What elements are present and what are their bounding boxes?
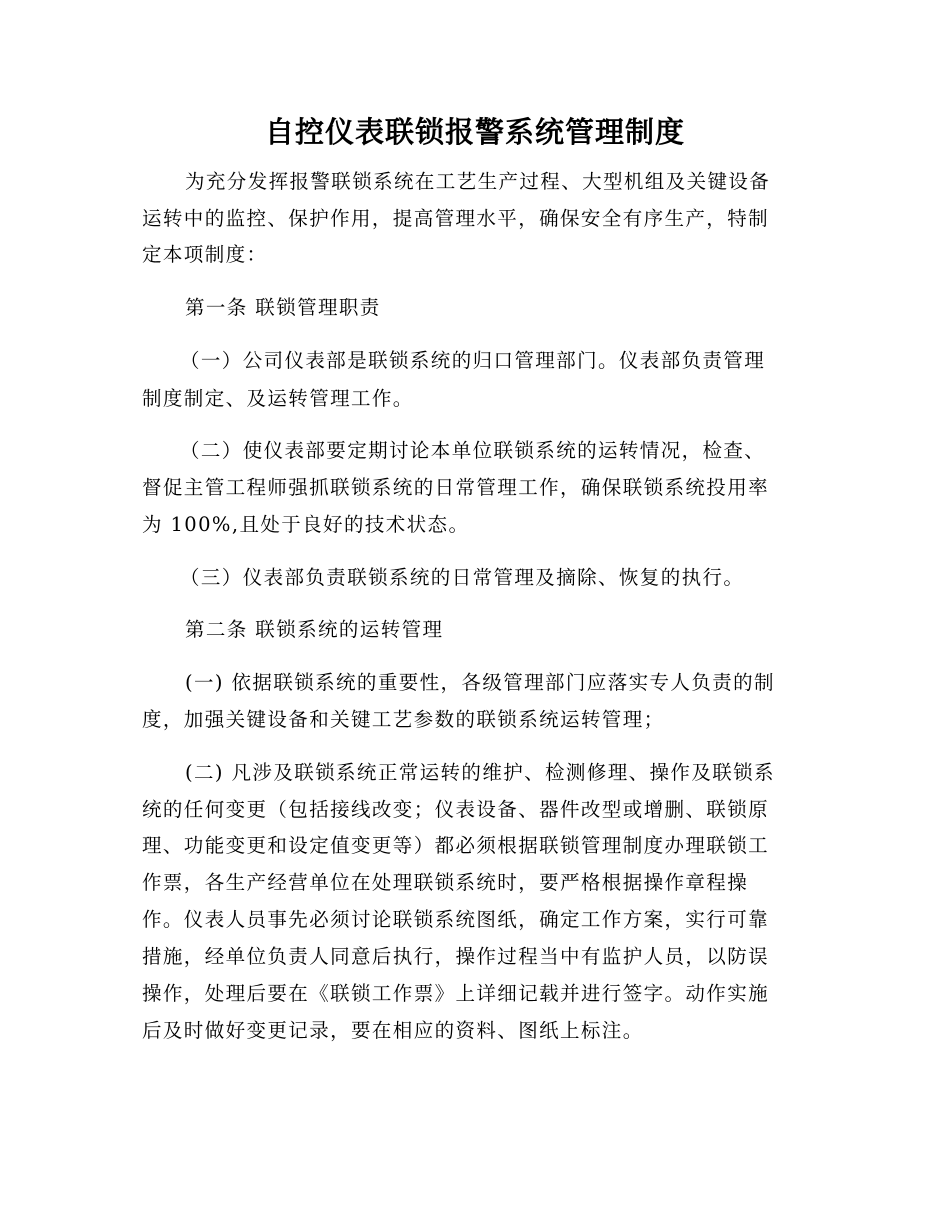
paragraph-line: 作票，各生产经营单位在处理联锁系统时，要严格根据操作章程操 — [142, 871, 749, 894]
paragraph-line: 作。仪表人员事先必须讨论联锁系统图纸，确定工作方案，实行可靠 — [142, 908, 770, 931]
paragraph-line: (二) 凡涉及联锁系统正常运转的维护、检测修理、操作及联锁系 — [185, 761, 775, 784]
section-heading: 第一条 联锁管理职责 — [185, 296, 381, 319]
paragraph-line: 为 100%,且处于良好的技术状态。 — [142, 513, 470, 536]
paragraph-line: 度，加强关键设备和关键工艺参数的联锁系统运转管理； — [142, 708, 665, 731]
paragraph-line: （一）公司仪表部是联锁系统的归口管理部门。仪表部负责管理 — [180, 349, 766, 372]
paragraph-line: 制度制定、及运转管理工作。 — [142, 387, 414, 410]
paragraph-line: 措施，经单位负责人同意后执行，操作过程当中有监护人员，以防误 — [142, 945, 770, 968]
document-title: 自控仪表联锁报警系统管理制度 — [264, 115, 685, 149]
paragraph-line: 督促主管工程师强抓联锁系统的日常管理工作，确保联锁系统投用率 — [142, 476, 770, 499]
paragraph-line: 统的任何变更（包括接线改变；仪表设备、器件改型或增删、联锁原 — [142, 798, 770, 821]
paragraph-line: （三）仪表部负责联锁系统的日常管理及摘除、恢复的执行。 — [180, 566, 745, 589]
paragraph-line: 定本项制度： — [142, 243, 268, 266]
paragraph-line: 运转中的监控、保护作用，提高管理水平，确保安全有序生产，特制 — [142, 207, 770, 230]
paragraph-line: 操作，处理后要在《联锁工作票》上详细记载并进行签字。动作实施 — [142, 982, 770, 1005]
paragraph-line: 理、功能变更和设定值变更等）都必须根据联锁管理制度办理联锁工 — [142, 834, 770, 857]
paragraph-line: 为充分发挥报警联锁系统在工艺生产过程、大型机组及关键设备 — [185, 170, 771, 193]
paragraph-line: 后及时做好变更记录，要在相应的资料、图纸上标注。 — [142, 1019, 644, 1042]
section-heading: 第二条 联锁系统的运转管理 — [185, 618, 444, 641]
paragraph-line: (一) 依据联锁系统的重要性，各级管理部门应落实专人负责的制 — [185, 671, 775, 694]
paragraph-line: （二）使仪表部要定期讨论本单位联锁系统的运转情况，检查、 — [180, 439, 766, 462]
